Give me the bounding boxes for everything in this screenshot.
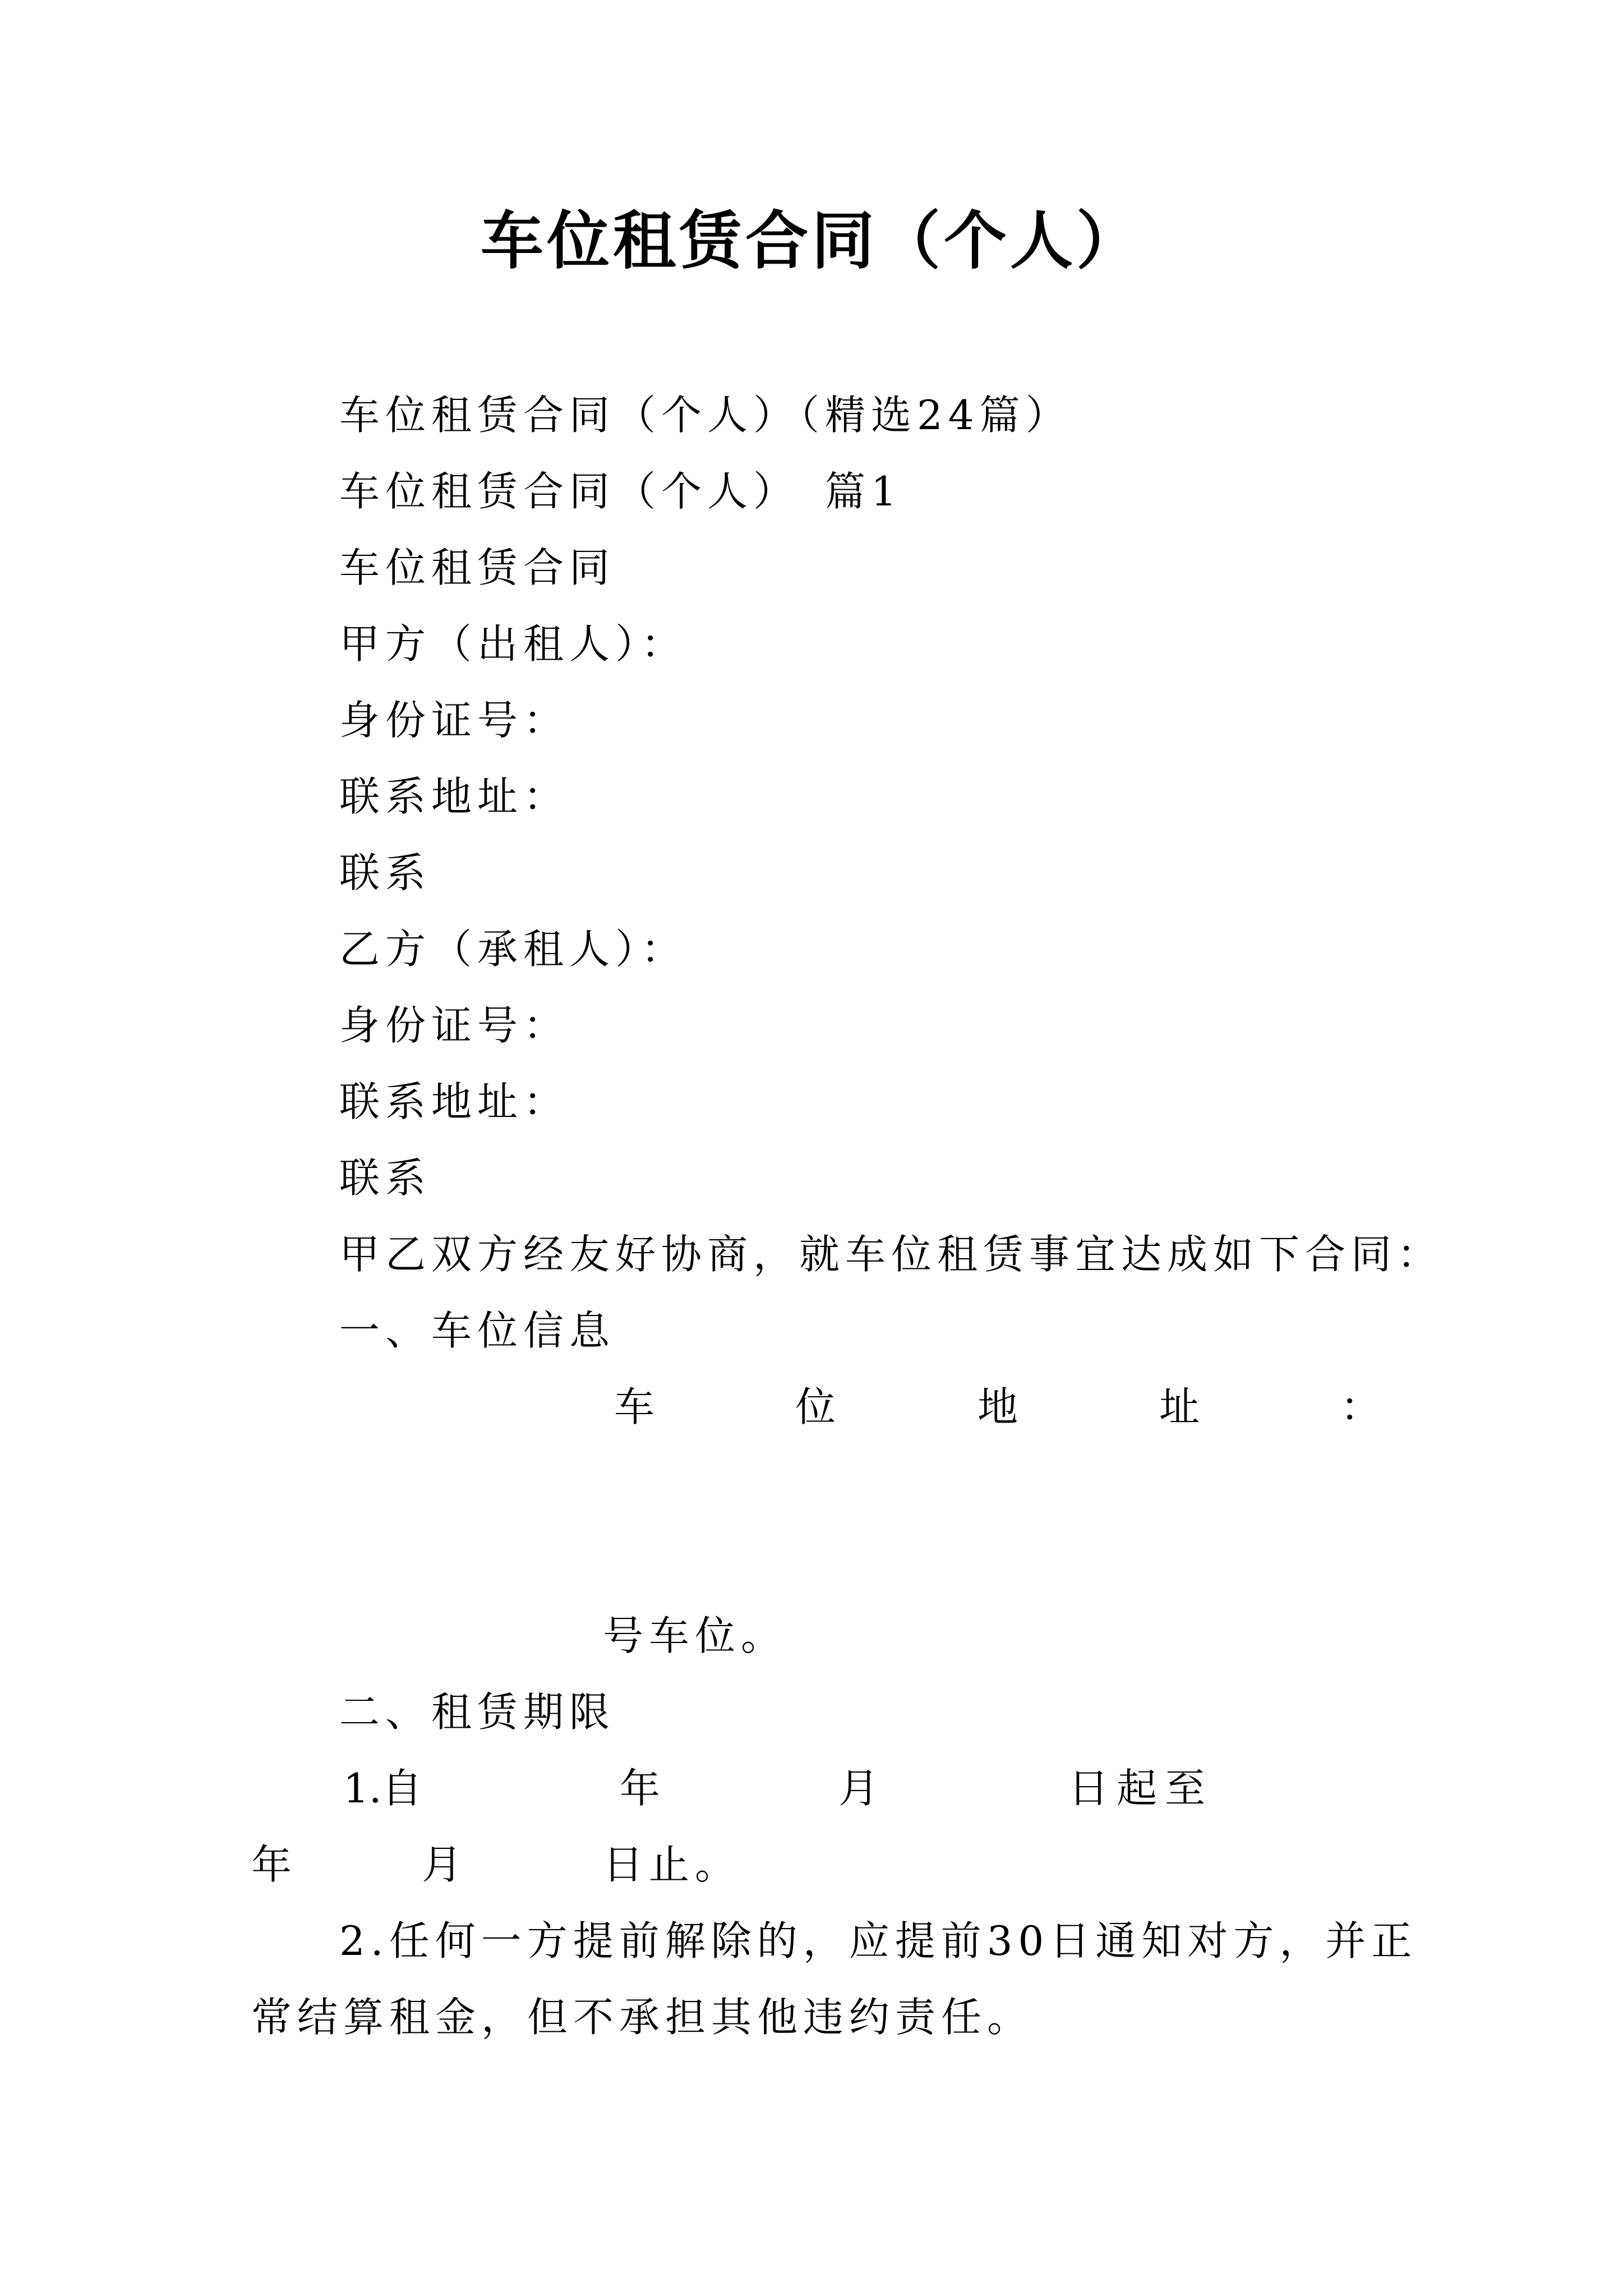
- party-a-label: 甲方（出租人）：: [339, 620, 688, 668]
- term-day-from-label: 日起至: [1068, 1765, 1214, 1812]
- address-char: ：: [1340, 1383, 1381, 1430]
- clause-2-line-2: 常结算租金，但不承担其他违约责任。: [251, 1994, 1034, 2041]
- document-title: 车位租赁合同（个人）: [481, 204, 1142, 278]
- address-char: 地: [978, 1383, 1018, 1430]
- section-heading: 车位租赁合同（个人） 篇1: [339, 468, 902, 515]
- section-2-heading: 二、租赁期限: [339, 1688, 616, 1736]
- subtitle-line: 车位租赁合同（个人）（精选24篇）: [339, 392, 1072, 439]
- term-end-day-label: 日止。: [603, 1841, 741, 1888]
- party-b-id-label: 身份证号：: [339, 1002, 570, 1049]
- address-char: 位: [795, 1383, 836, 1430]
- party-a-id-label: 身份证号：: [339, 697, 570, 744]
- party-a-address-label: 联系地址：: [339, 773, 570, 820]
- party-b-contact-label: 联系: [339, 1154, 432, 1202]
- party-a-contact-label: 联系: [339, 849, 432, 896]
- term-year-label: 年: [620, 1765, 661, 1812]
- contract-name: 车位租赁合同: [339, 544, 616, 591]
- term-start-label: 1.自: [343, 1765, 422, 1812]
- term-end-month-label: 月: [422, 1841, 463, 1888]
- section-1-heading: 一、车位信息: [339, 1307, 616, 1354]
- term-end-year-label: 年: [251, 1841, 292, 1888]
- address-char: 车: [614, 1383, 655, 1430]
- address-char: 址: [1159, 1383, 1200, 1430]
- term-month-label: 月: [838, 1765, 879, 1812]
- parking-slot-text: 号车位。: [603, 1612, 787, 1659]
- clause-2-line-1: 2.任何一方提前解除的，应提前30日通知对方，并正: [339, 1917, 1418, 1964]
- party-b-address-label: 联系地址：: [339, 1078, 570, 1125]
- agreement-intro: 甲乙双方经友好协商，就车位租赁事宜达成如下合同：: [339, 1231, 1444, 1278]
- party-b-label: 乙方（承租人）：: [339, 926, 688, 973]
